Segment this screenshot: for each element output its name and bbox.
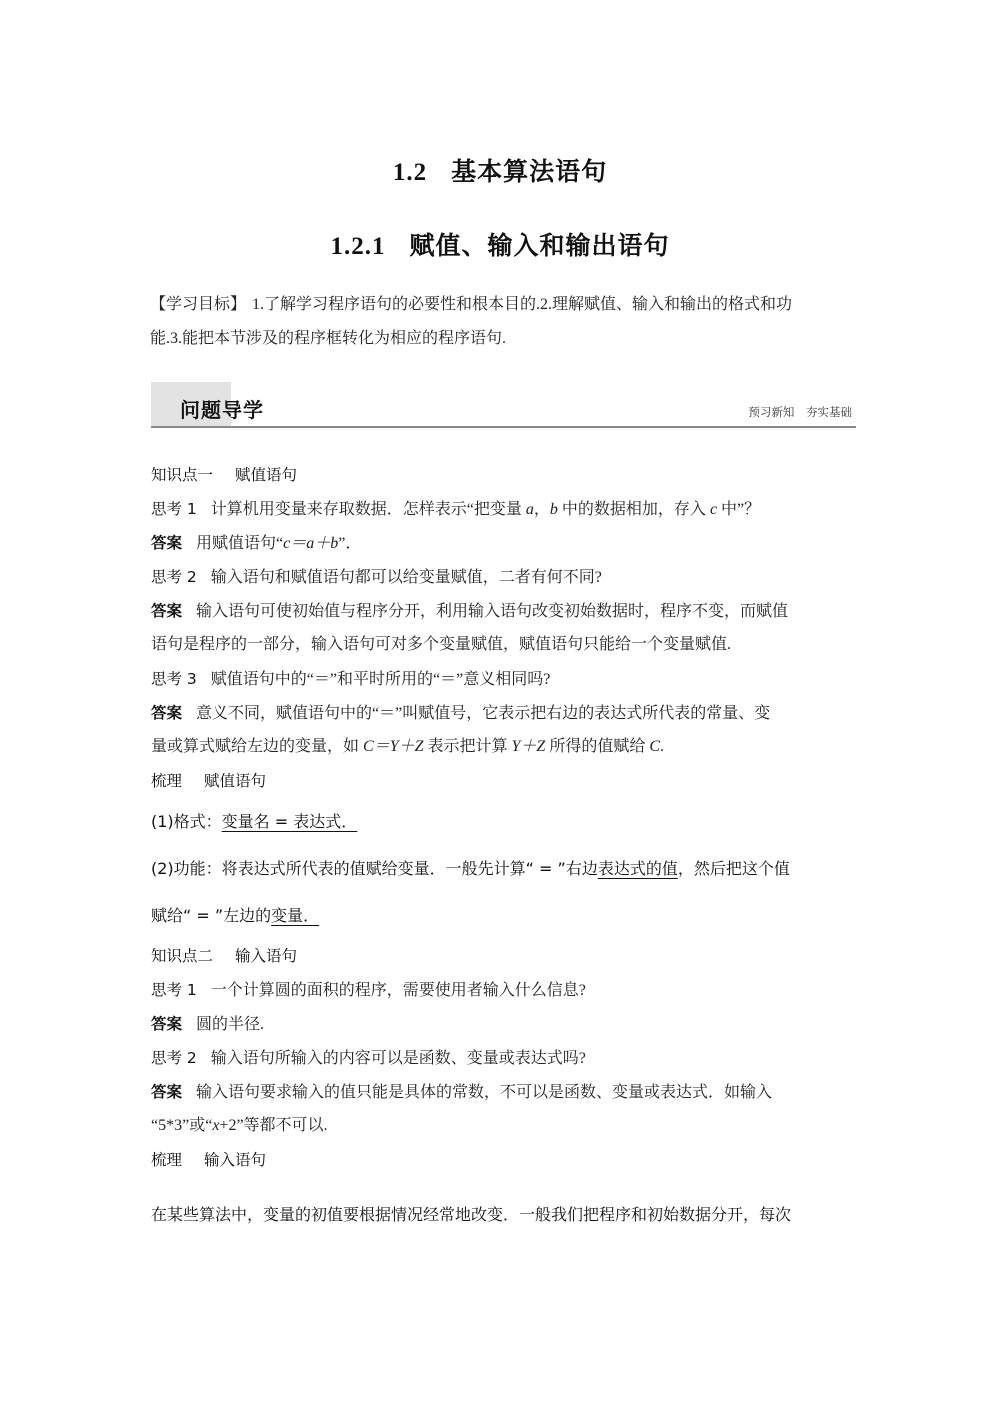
answer-2-line-2 [151,1109,856,1143]
summary-text: 赋值语句 [204,772,267,790]
variable-b: b [549,501,558,518]
question-2 [151,560,856,594]
section-title-text: 赋值、输入和输出语句 [409,231,670,260]
answer-label: 答案 [151,1015,183,1033]
question-label: 思考 3 [151,670,197,688]
heading-label: 知识点一 [151,466,214,484]
answer-text: 量或算式赋给左边的变量，如 [151,738,364,755]
learning-objectives [150,288,855,356]
heading-text: 赋值语句 [235,466,298,484]
answer-2-line-1 [151,1075,856,1109]
section-title [0,226,1000,262]
answer-text: 表示把计算 [423,738,512,755]
answer-label: 答案 [151,704,183,722]
format-line [151,798,856,845]
knowledge-point-2-heading [151,939,856,973]
answer-text: . [660,738,665,755]
answer-label: 答案 [151,1083,183,1101]
question-text: 中”？ [717,501,761,518]
answer-text: ”． [338,535,362,552]
function-text: 赋给“ = ”左边的 [151,906,272,925]
answer-3-line-1 [151,696,856,730]
expression: C＝Y＋Z [363,738,424,755]
summary-1-heading [151,764,856,798]
answer-text: +2”等都不可以. [219,1117,328,1134]
function-line-1 [151,845,856,892]
section-number: 1.2.1 [330,233,386,260]
answer-text: 圆的半径. [196,1016,265,1033]
variable: C [649,738,661,755]
assignment-expression: c＝a＋b [283,535,339,552]
banner-label: 问题导学 [180,398,264,422]
question-text: 计算机用变量来存取数据．怎样表示“把变量 [210,501,526,518]
variable-a: a [525,501,534,518]
summary-label: 梳理 [151,772,183,790]
question-text: 赋值语句中的“＝”和平时所用的“＝”意义相同吗? [210,671,551,688]
function-blank-1: 表达式的值 [597,859,678,878]
objectives-line-2: 能.3.能把本节涉及的程序框转化为相应的程序语句. [150,330,507,347]
chapter-number: 1.2 [392,159,428,186]
answer-2-line-2: 语句是程序的一部分，输入语句可对多个变量赋值，赋值语句只能给一个变量赋值. [151,636,732,653]
question-text: 输入语句和赋值语句都可以给变量赋值，二者有何不同? [210,569,602,586]
main-content [151,458,856,1238]
question-label: 思考 1 [151,981,197,999]
variable-c: c [709,501,718,518]
question-1 [151,973,856,1007]
section-banner [151,382,856,428]
answer-text: 输入语句要求输入的值只能是具体的常数，不可以是函数、变量或表达式．如输入 [196,1084,773,1101]
answer-1 [151,1007,856,1041]
function-text: (2)功能：将表达式所代表的值赋给变量．一般先计算“ = ”右边 [151,859,598,878]
function-text: ，然后把这个值 [677,859,790,878]
objectives-line-1: 1.了解学习程序语句的必要性和根本目的.2.理解赋值、输入和输出的格式和功 [252,296,793,313]
summary-2-heading [151,1143,856,1177]
question-text: 输入语句所输入的内容可以是函数、变量或表达式吗? [210,1050,586,1067]
banner-divider [151,426,856,428]
expression: Y＋Z [511,738,546,755]
answer-text: 用赋值语句“ [196,535,284,552]
banner-subtitle: 预习新知 夯实基础 [748,405,852,419]
knowledge-point-1-heading [151,458,856,492]
question-text: 中的数据相加，存入 [557,501,710,518]
answer-2-line-1 [151,594,856,628]
answer-text: “5*3”或“ [151,1117,213,1134]
chapter-title-text: 基本算法语句 [451,157,608,186]
answer-text: 意义不同，赋值语句中的“＝”叫赋值号，它表示把右边的表达式所代表的常量、变 [196,705,771,722]
question-2 [151,1041,856,1075]
question-label: 思考 2 [151,568,197,586]
function-blank-2: 变量． [271,906,320,925]
answer-3-line-2 [151,730,856,764]
answer-text: 输入语句可使初始值与程序分开，利用输入语句改变初始数据时，程序不变，而赋值 [196,603,789,620]
question-text: 一个计算圆的面积的程序，需要使用者输入什么信息? [210,982,586,999]
summary-text: 输入语句 [204,1151,267,1169]
heading-label: 知识点二 [151,947,214,965]
question-3 [151,662,856,696]
heading-text: 输入语句 [235,947,298,965]
question-label: 思考 1 [151,500,197,518]
answer-text: 所得的值赋给 [545,738,650,755]
answer-label: 答案 [151,602,183,620]
question-text: ， [533,501,550,518]
answer-1 [151,526,856,560]
input-paragraph: 在某些算法中，变量的初值要根据情况经常地改变．一般我们把程序和初始数据分开，每次 [151,1205,792,1224]
chapter-title [0,152,1000,188]
question-label: 思考 2 [151,1049,197,1067]
format-blank: 变量名 = 表达式． [221,812,358,831]
objectives-tag: 【学习目标】 [150,296,247,313]
summary-label: 梳理 [151,1151,183,1169]
answer-label: 答案 [151,534,183,552]
function-line-2 [151,892,856,939]
question-1 [151,492,856,526]
variable-x: x [212,1117,220,1134]
format-prefix: (1)格式： [151,812,222,831]
